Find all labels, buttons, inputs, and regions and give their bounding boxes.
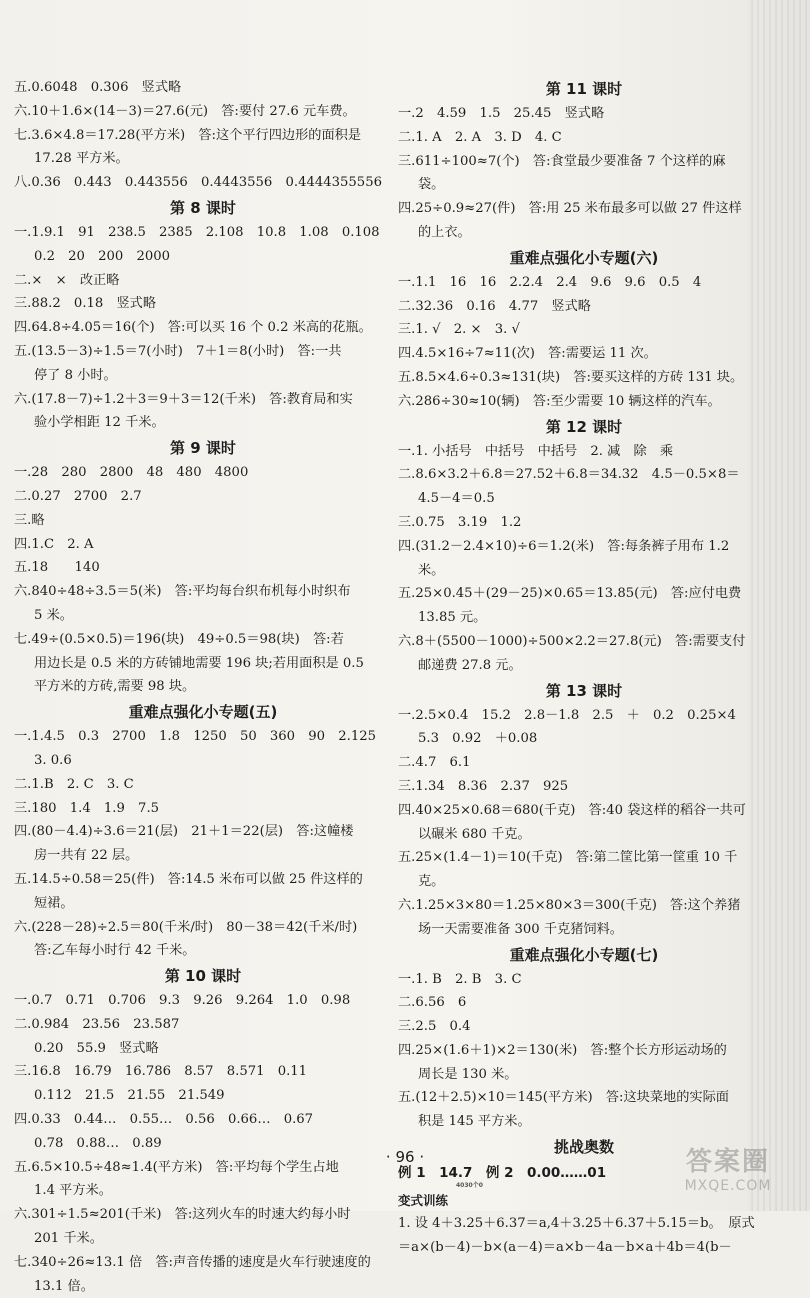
line-text: 五.25×0.45＋(29－25)×0.65＝13.85(元) 答:应付电费 xyxy=(398,586,742,602)
answer-line xyxy=(14,509,392,533)
line-text: 四.4.5×16÷7≈11(次) 答:需要运 11 次。 xyxy=(398,346,657,362)
line-text: 房一共有 22 层。 xyxy=(34,848,139,864)
line-text: 三.180 1.4 1.9 7.5 xyxy=(14,800,160,816)
answer-line xyxy=(398,918,770,942)
answer-line xyxy=(14,221,392,245)
answer-line xyxy=(398,173,770,197)
answer-line xyxy=(14,269,392,293)
line-text: 五.6.5×10.5÷48≈1.4(平方米) 答:平均每个学生占地 xyxy=(14,1159,339,1175)
line-text: 3. 0.6 xyxy=(34,752,72,768)
answer-line xyxy=(398,342,770,366)
watermark-logo xyxy=(658,1147,798,1201)
line-text: 场一天需要准备 300 千克猪饲料。 xyxy=(418,921,623,937)
left-column xyxy=(14,76,392,1298)
watermark-line2: MXQE.COM xyxy=(684,1178,772,1194)
line-text: 五.8.5×4.6÷0.3≈131(块) 答:要买这样的方砖 131 块。 xyxy=(398,369,744,385)
answer-line xyxy=(14,100,392,124)
answer-line xyxy=(398,463,770,487)
answer-line xyxy=(14,773,392,797)
line-text: 邮递费 27.8 元。 xyxy=(418,657,522,673)
brace-note: 4030个0 xyxy=(456,1182,483,1190)
line-text: 变式训练 xyxy=(398,1193,449,1209)
answer-line xyxy=(14,1203,392,1227)
line-text: 第 9 课时 xyxy=(170,439,236,458)
section-heading xyxy=(14,435,392,461)
answer-line xyxy=(14,1275,392,1298)
answer-line xyxy=(14,1037,392,1061)
line-text: 五.25×(1.4－1)＝10(千克) 答:第二筐比第一筐重 10 千 xyxy=(398,850,738,866)
answer-line xyxy=(14,292,392,316)
line-text: 二.× × 改正略 xyxy=(14,272,120,288)
line-text: 第 11 课时 xyxy=(545,80,623,98)
section-heading xyxy=(398,245,770,271)
answer-line xyxy=(398,150,770,174)
line-text: 停了 8 小时。 xyxy=(34,367,117,383)
line-text: 四.(31.2－2.4×10)÷6＝1.2(米) 答:每条裤子用布 1.2 xyxy=(398,538,730,554)
line-text: 三.1.34 8.36 2.37 925 xyxy=(398,778,569,794)
line-text: 0.20 55.9 竖式略 xyxy=(34,1040,159,1056)
line-text: 0.112 21.5 21.55 21.549 xyxy=(34,1088,225,1104)
line-text: 重难点强化小专题(五) xyxy=(128,703,278,722)
answer-line xyxy=(398,1015,770,1039)
line-text: 三.611÷100≈7(个) 答:食堂最少要准备 7 个这样的麻 xyxy=(398,153,726,169)
answer-line xyxy=(14,725,392,749)
line-text: 二.32.36 0.16 4.77 竖式略 xyxy=(398,298,591,314)
answer-line xyxy=(398,1063,770,1087)
line-text: 三.16.8 16.79 16.786 8.57 8.571 0.11 xyxy=(14,1064,308,1080)
line-text: 七.340÷26≈13.1 倍 答:声音传播的速度是火车行驶速度的 xyxy=(14,1254,371,1270)
answer-line xyxy=(14,461,392,485)
answer-line xyxy=(398,654,770,678)
answer-line xyxy=(398,366,770,390)
line-text: 三.1. √ 2. × 3. √ xyxy=(398,322,520,338)
answer-line xyxy=(14,364,392,388)
answer-line xyxy=(398,799,770,823)
line-text: 七.49÷(0.5×0.5)＝196(块) 49÷0.5＝98(块) 答:若 xyxy=(14,631,344,647)
line-text: 四.40×25×0.68＝680(千克) 答:40 袋这样的稻谷一共可 xyxy=(398,802,746,818)
answer-line xyxy=(398,823,770,847)
line-text: 1.4 平方米。 xyxy=(34,1183,112,1199)
answer-line xyxy=(398,846,770,870)
answer-line xyxy=(398,1236,770,1260)
line-text: 六.10＋1.6×(14－3)＝27.6(元) 答:要付 27.6 元车费。 xyxy=(14,103,356,119)
line-text: 二.0.984 23.56 23.587 xyxy=(14,1016,180,1032)
line-text: 四.25×(1.6＋1)×2＝130(米) 答:整个长方形运动场的 xyxy=(398,1042,727,1058)
answer-line xyxy=(398,559,770,583)
line-text: 二.4.7 6.1 xyxy=(398,755,471,771)
line-text: 13.1 倍。 xyxy=(34,1278,94,1294)
line-text: 重难点强化小专题(七) xyxy=(509,945,659,964)
answer-line xyxy=(14,749,392,773)
answer-line xyxy=(398,582,770,606)
answer-line xyxy=(14,675,392,699)
line-text: 五.(13.5－3)÷1.5＝7(小时) 7＋1＝8(小时) 答:一共 xyxy=(14,343,342,359)
line-text: 六.8＋(5500－1000)÷500×2.2＝27.8(元) 答:需要支付 xyxy=(398,633,746,649)
answer-line xyxy=(14,1084,392,1108)
answer-line xyxy=(398,535,770,559)
answer-line xyxy=(14,411,392,435)
line-text: 三.略 xyxy=(14,512,45,528)
line-text: 周长是 130 米。 xyxy=(418,1066,518,1082)
line-text: 一.1.1 16 16 2.2.4 2.4 9.6 9.6 0.5 4 xyxy=(398,274,702,290)
line-text: 六.286÷30≈10(辆) 答:至少需要 10 辆这样的汽车。 xyxy=(398,393,721,409)
answer-line xyxy=(398,870,770,894)
answer-line xyxy=(14,1179,392,1203)
line-text: 五.18 140 xyxy=(14,560,100,576)
answer-line xyxy=(398,1039,770,1063)
line-text: 五.14.5÷0.58＝25(件) 答:14.5 米布可以做 25 件这样的 xyxy=(14,871,363,887)
line-text: 六.301÷1.5≈201(千米) 答:这列火车的时速大约每小时 xyxy=(14,1207,351,1223)
line-text: 四.64.8÷4.05＝16(个) 答:可以买 16 个 0.2 米高的花瓶。 xyxy=(14,320,372,336)
line-text: 四.(80－4.4)÷3.6＝21(层) 21＋1＝22(层) 答:这幢楼 xyxy=(14,824,354,840)
line-text: 三.2.5 0.4 xyxy=(398,1019,471,1035)
line-text: 5.3 0.92 ＋0.08 xyxy=(418,731,538,747)
page-number: · 96 · xyxy=(385,1148,425,1166)
line-text: 答:乙车每小时行 42 千米。 xyxy=(34,943,196,959)
answer-line xyxy=(14,340,392,364)
answer-line xyxy=(14,916,392,940)
answer-line xyxy=(14,556,392,580)
section-heading xyxy=(398,678,770,704)
line-text: 一.2 4.59 1.5 25.45 竖式略 xyxy=(398,106,605,121)
answer-line xyxy=(398,1110,770,1134)
answer-line xyxy=(398,295,770,319)
answer-line xyxy=(14,245,392,269)
line-text: 袋。 xyxy=(418,177,445,193)
answer-line xyxy=(398,197,770,221)
answer-line xyxy=(14,989,392,1013)
line-text: 六.1.25×3×80＝1.25×80×3＝300(千克) 答:这个养猪 xyxy=(398,897,741,913)
answer-line xyxy=(14,388,392,412)
line-text: 二.6.56 6 xyxy=(398,995,467,1011)
section-heading xyxy=(398,76,770,102)
line-text: 的上衣。 xyxy=(418,224,471,240)
line-text: 平方米的方砖,需要 98 块。 xyxy=(34,679,196,695)
answer-line xyxy=(14,628,392,652)
answer-line xyxy=(14,485,392,509)
section-heading xyxy=(398,942,770,968)
line-text: 一.1. 小括号 中括号 中括号 2. 减 除 乘 xyxy=(398,443,674,459)
line-text: 积是 145 平方米。 xyxy=(418,1114,531,1130)
line-text: 以碾米 680 千克。 xyxy=(418,826,531,842)
line-text: 六.(228－28)÷2.5＝80(千米/时) 80－38＝42(千米/时) xyxy=(14,919,358,935)
line-text: 三.88.2 0.18 竖式略 xyxy=(14,296,157,312)
answer-line xyxy=(398,968,770,992)
answer-line xyxy=(14,147,392,171)
answer-line xyxy=(14,939,392,963)
answer-line xyxy=(14,604,392,628)
line-text: 挑战奥数 xyxy=(553,1138,614,1157)
line-text: 二.1.B 2. C 3. C xyxy=(14,776,134,792)
answer-line xyxy=(398,221,770,245)
section-heading xyxy=(398,414,770,440)
right-column xyxy=(398,76,770,1260)
answer-line xyxy=(398,126,770,150)
answer-line xyxy=(398,727,770,751)
answer-line xyxy=(14,868,392,892)
answer-line xyxy=(398,751,770,775)
answer-line xyxy=(398,1086,770,1110)
line-text: 四.25÷0.9≈27(件) 答:用 25 米布最多可以做 27 件这样 xyxy=(398,201,742,217)
answer-line xyxy=(14,580,392,604)
line-text: 四.1.C 2. A xyxy=(14,536,94,552)
line-text: 用边长是 0.5 米的方砖铺地需要 196 块;若用面积是 0.5 xyxy=(34,655,364,671)
answer-line xyxy=(398,102,770,126)
line-text: 二.0.27 2700 2.7 xyxy=(14,488,142,504)
line-text: 五.(12＋2.5)×10＝145(平方米) 答:这块菜地的实际面 xyxy=(398,1090,729,1106)
answer-line xyxy=(14,820,392,844)
answer-line xyxy=(398,704,770,728)
answer-line xyxy=(14,1251,392,1275)
line-text: 201 千米。 xyxy=(34,1231,103,1247)
line-text: 验小学相距 12 千米。 xyxy=(34,415,165,431)
line-text: 一.2.5×0.4 15.2 2.8－1.8 2.5 ＋ 0.2 0.25×4 xyxy=(398,707,736,723)
answer-line xyxy=(14,316,392,340)
answer-line xyxy=(14,124,392,148)
line-text: 例 1 14.7 例 2 0.00……01 xyxy=(398,1165,607,1182)
line-text: 5 米。 xyxy=(34,607,73,623)
line-text: 五.0.6048 0.306 竖式略 xyxy=(14,80,182,95)
answer-line xyxy=(14,76,392,100)
answer-line xyxy=(398,390,770,414)
answer-line xyxy=(398,775,770,799)
answer-line xyxy=(14,1108,392,1132)
answer-line xyxy=(14,797,392,821)
answer-line xyxy=(398,1212,770,1236)
line-text: 六.(17.8－7)÷1.2＋3＝9＋3＝12(千米) 答:教育局和实 xyxy=(14,391,353,407)
answer-line xyxy=(398,271,770,295)
line-text: 一.1. B 2. B 3. C xyxy=(398,971,522,987)
line-text: 一.0.7 0.71 0.706 9.3 9.26 9.264 1.0 0.98 xyxy=(14,993,351,1009)
line-text: 第 10 课时 xyxy=(164,967,242,986)
line-text: 二.1. A 2. A 3. D 4. C xyxy=(398,129,562,145)
answer-line xyxy=(14,1013,392,1037)
line-text: 短裙。 xyxy=(34,895,74,911)
answer-line xyxy=(14,171,392,195)
line-text: 七.3.6×4.8＝17.28(平方米) 答:这个平行四边形的面积是 xyxy=(14,127,362,143)
line-text: 四.0.33 0.44… 0.55… 0.56 0.66… 0.67 xyxy=(14,1112,314,1128)
line-text: 一.1.9.1 91 238.5 2385 2.108 10.8 1.08 0.108 xyxy=(14,224,380,240)
line-text: 一.28 280 2800 48 480 4800 xyxy=(14,465,249,481)
answer-line xyxy=(14,892,392,916)
answer-line xyxy=(398,440,770,464)
line-text: 重难点强化小专题(六) xyxy=(509,248,659,267)
section-heading xyxy=(14,963,392,989)
section-heading xyxy=(14,699,392,725)
answer-line xyxy=(398,511,770,535)
section-heading xyxy=(14,195,392,221)
line-text: 第 12 课时 xyxy=(545,417,623,436)
line-text: 4.5－4＝0.5 xyxy=(418,491,495,507)
answer-line xyxy=(398,894,770,918)
line-text: 17.28 平方米。 xyxy=(34,151,129,167)
line-text: 0.78 0.88… 0.89 xyxy=(34,1135,162,1151)
line-text: ＝a×(b－4)－b×(a－4)＝a×b－4a－b×a＋4b＝4(b－ xyxy=(398,1239,732,1255)
line-text: 第 8 课时 xyxy=(170,198,236,217)
answer-line xyxy=(398,991,770,1015)
line-text: 0.2 20 200 2000 xyxy=(34,248,171,264)
answer-line xyxy=(398,630,770,654)
line-text: 一.1.4.5 0.3 2700 1.8 1250 50 360 90 2.125 xyxy=(14,729,376,745)
answer-line xyxy=(398,606,770,630)
watermark-line1: 答案圈 xyxy=(685,1147,770,1177)
line-text: 米。 xyxy=(418,562,445,578)
answer-line xyxy=(14,652,392,676)
line-text: 克。 xyxy=(418,874,445,890)
answer-line xyxy=(14,533,392,557)
answer-line xyxy=(14,1227,392,1251)
answer-line xyxy=(14,844,392,868)
page-number-value: 96 xyxy=(395,1148,415,1166)
line-text: 二.8.6×3.2＋6.8＝27.52＋6.8＝34.32 4.5－0.5×8＝ xyxy=(398,467,740,483)
answer-line xyxy=(398,487,770,511)
line-text: 六.840÷48÷3.5＝5(米) 答:平均每台织布机每小时织布 xyxy=(14,584,351,600)
answer-line xyxy=(398,318,770,342)
line-text: 第 13 课时 xyxy=(545,681,623,700)
line-text: 1. 设 4＋3.25＋6.37＝a,4＋3.25＋6.37＋5.15＝b。 原式 xyxy=(398,1216,755,1232)
answer-line xyxy=(14,1060,392,1084)
line-text: 八.0.36 0.443 0.443556 0.4443556 0.4444355556 xyxy=(14,175,382,191)
line-text: 13.85 元。 xyxy=(418,610,487,626)
line-text: 三.0.75 3.19 1.2 xyxy=(398,514,522,530)
